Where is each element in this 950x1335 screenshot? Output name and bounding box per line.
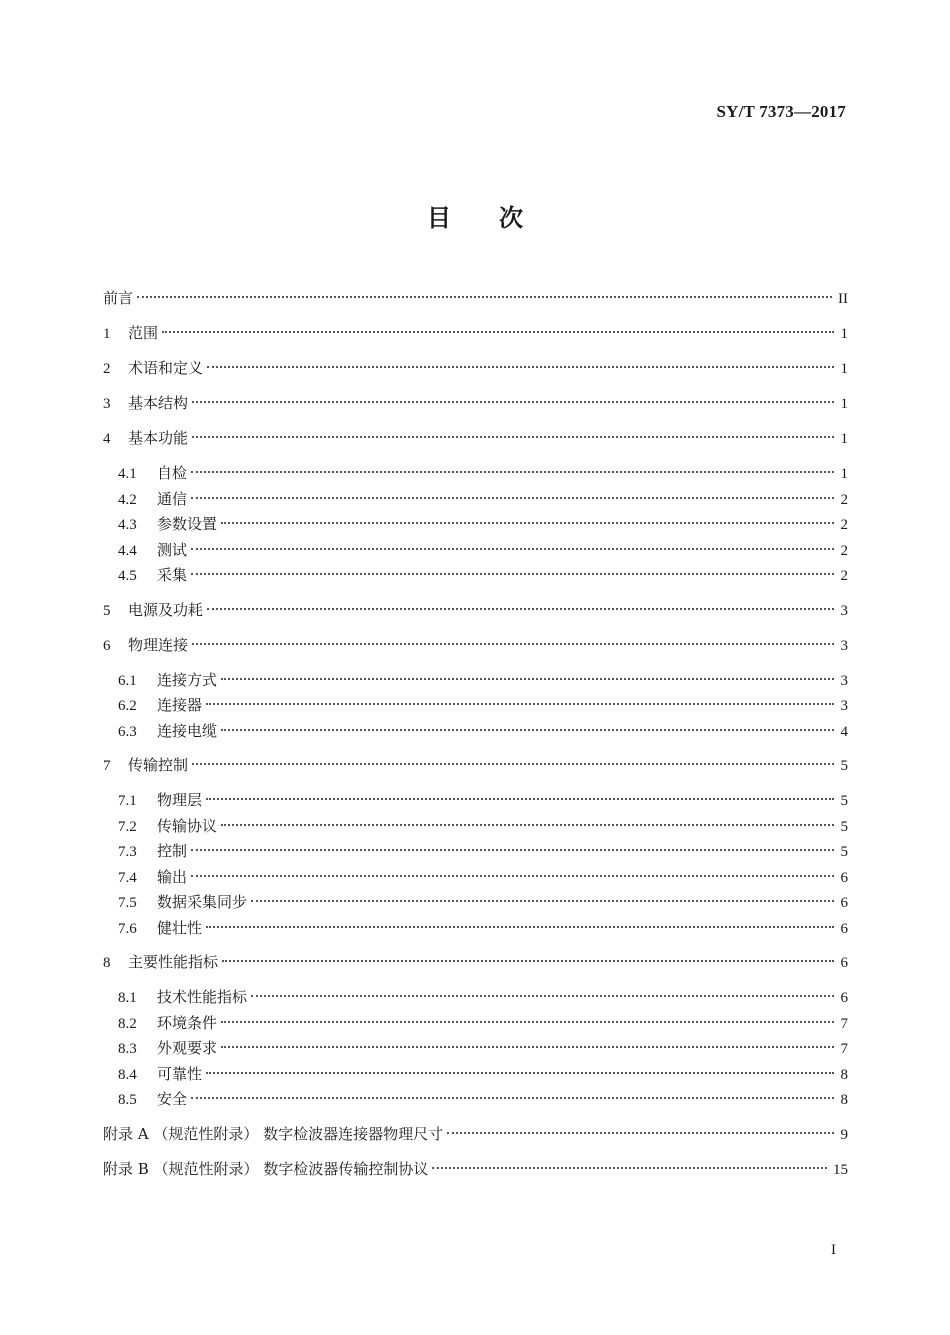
toc-entry-number: 4.4 — [118, 542, 137, 559]
toc-entry[interactable] — [103, 321, 848, 356]
toc-entry[interactable] — [103, 1087, 848, 1113]
toc-leader-dots — [191, 1097, 834, 1099]
toc-entry[interactable] — [103, 753, 848, 788]
toc-entry-number: 6.2 — [118, 698, 137, 714]
toc-entry[interactable] — [103, 633, 848, 668]
page-title: 目次 — [427, 204, 571, 232]
toc-entry-label: 前言 — [103, 289, 134, 307]
toc-entry[interactable] — [103, 693, 848, 719]
toc-entry-page: 2 — [840, 542, 848, 559]
toc-entry-page: 1 — [840, 396, 848, 412]
toc-entry-number: 8 — [103, 955, 111, 971]
toc-leader-dots — [222, 960, 834, 962]
toc-entry-page: 5 — [840, 758, 848, 774]
toc-leader-dots — [206, 798, 834, 800]
toc-entry-number: 7.1 — [118, 793, 137, 809]
toc-entry-page: 5 — [840, 818, 848, 835]
toc-entry[interactable] — [103, 487, 848, 513]
toc-leader-dots — [191, 471, 834, 473]
toc-entry[interactable] — [103, 1062, 848, 1088]
toc-entry-page: 6 — [840, 895, 848, 911]
toc-entry-page: 2 — [840, 568, 848, 584]
toc-entry[interactable] — [103, 356, 848, 391]
toc-entry-page: 7 — [840, 1041, 848, 1057]
toc-leader-dots — [206, 926, 834, 928]
toc-leader-dots — [207, 366, 834, 368]
toc-entry[interactable] — [103, 719, 848, 745]
toc-entry-label: 参数设置 — [157, 515, 218, 533]
toc-entry-number: 4.3 — [118, 517, 137, 533]
toc-entry-page: 3 — [840, 672, 848, 689]
toc-entry-page: II — [838, 291, 848, 307]
toc-entry-page: 2 — [840, 517, 848, 533]
toc-entry[interactable] — [103, 512, 848, 538]
toc-entry-page: 6 — [840, 990, 848, 1006]
toc-entry-page: 1 — [840, 466, 848, 482]
toc-entry-page: 1 — [840, 361, 848, 377]
toc-entry-label: 基本结构 — [128, 394, 189, 412]
toc-entry-label: 自检 — [157, 464, 188, 482]
toc-entry-number: 6.3 — [118, 723, 137, 740]
toc-entry-page: 3 — [840, 698, 848, 714]
toc-entry-number: 2 — [103, 361, 111, 377]
toc-leader-dots — [191, 573, 834, 575]
toc-entry-label: 电源及功耗 — [128, 600, 204, 619]
toc-entry-label: 连接方式 — [157, 670, 218, 689]
toc-leader-dots — [192, 643, 834, 645]
toc-entry[interactable] — [103, 985, 848, 1011]
standard-code: SY/T 7373—2017 — [716, 102, 846, 121]
toc-entry-page: 3 — [840, 602, 848, 619]
toc-leader-dots — [191, 497, 834, 499]
toc-entry-page: 6 — [840, 955, 848, 971]
toc-entry-number: 6 — [103, 637, 111, 654]
toc-entry-number: 8.2 — [118, 1015, 137, 1032]
toc-entry-label: 附录 A （规范性附录） 数字检波器连接器物理尺寸 — [103, 1124, 444, 1143]
toc-entry-page: 1 — [840, 326, 848, 342]
toc-entry[interactable] — [103, 426, 848, 461]
toc-leader-dots — [447, 1132, 834, 1134]
toc-leader-dots — [221, 522, 834, 524]
toc-entry[interactable] — [103, 563, 848, 589]
toc-leader-dots — [137, 296, 832, 298]
toc-entry-label: 采集 — [157, 566, 188, 584]
toc-leader-dots — [191, 548, 834, 550]
toc-entry-label: 测试 — [157, 540, 188, 559]
toc-leader-dots — [221, 1046, 834, 1048]
toc-entry-number: 7 — [103, 758, 111, 774]
toc-entry-page: 8 — [840, 1066, 848, 1083]
toc-entry[interactable] — [103, 1157, 848, 1192]
toc-entry-number: 8.1 — [118, 990, 137, 1006]
toc-entry[interactable] — [103, 890, 848, 916]
toc-entry[interactable] — [103, 865, 848, 891]
toc-leader-dots — [192, 763, 834, 765]
toc-entry-page: 15 — [833, 1161, 848, 1178]
toc-entry[interactable] — [103, 1122, 848, 1157]
toc-entry-number: 7.4 — [118, 869, 137, 886]
toc-entry-label: 可靠性 — [157, 1064, 203, 1083]
toc-entry-number: 8.5 — [118, 1092, 137, 1108]
toc-entry-label: 控制 — [157, 842, 188, 860]
toc-entry[interactable] — [103, 1036, 848, 1062]
toc-entry-label: 连接电缆 — [157, 721, 218, 740]
toc-leader-dots — [191, 849, 834, 851]
toc-entry-label: 传输控制 — [128, 756, 189, 774]
toc-entry-number: 6.1 — [118, 672, 137, 689]
toc-leader-dots — [221, 729, 834, 731]
toc-entry-label: 物理层 — [157, 791, 203, 809]
toc-entry-number: 4.2 — [118, 491, 137, 508]
toc-entry-label: 附录 B （规范性附录） 数字检波器传输控制协议 — [103, 1159, 429, 1178]
toc-entry[interactable] — [103, 286, 848, 321]
toc-entry-page: 6 — [840, 869, 848, 886]
toc-entry-label: 数据采集同步 — [157, 893, 248, 911]
toc-entry-number: 7.6 — [118, 920, 137, 937]
toc-entry-page: 3 — [840, 637, 848, 654]
toc-leader-dots — [251, 995, 834, 997]
toc-entry-page: 6 — [840, 920, 848, 937]
toc-leader-dots — [221, 824, 834, 826]
toc-entry[interactable] — [103, 839, 848, 865]
toc-entry-page: 1 — [840, 431, 848, 447]
toc-leader-dots — [191, 875, 834, 877]
toc-entry[interactable] — [103, 916, 848, 942]
toc-entry-page: 7 — [840, 1015, 848, 1032]
toc-entry-number: 4.5 — [118, 568, 137, 584]
toc-entry-page: 5 — [840, 793, 848, 809]
toc-entry[interactable] — [103, 538, 848, 564]
toc-leader-dots — [221, 1021, 834, 1023]
toc-leader-dots — [207, 608, 834, 610]
toc-entry-label: 基本功能 — [128, 429, 189, 447]
toc-entry-number: 4 — [103, 431, 111, 447]
toc-entry-page: 9 — [840, 1126, 848, 1143]
toc-entry-number: 7.5 — [118, 895, 137, 911]
toc-leader-dots — [162, 331, 834, 333]
toc-entry-number: 3 — [103, 396, 111, 412]
toc-leader-dots — [251, 900, 834, 902]
table-of-contents — [103, 286, 848, 1192]
toc-entry-label: 健壮性 — [157, 918, 203, 937]
toc-leader-dots — [221, 678, 834, 680]
toc-entry[interactable] — [103, 598, 848, 633]
toc-entry-number: 1 — [103, 326, 111, 342]
toc-leader-dots — [206, 1072, 834, 1074]
toc-entry-label: 环境条件 — [157, 1013, 218, 1032]
toc-entry-label: 外观要求 — [157, 1039, 218, 1057]
toc-entry-label: 安全 — [157, 1090, 188, 1108]
toc-entry-label: 术语和定义 — [128, 359, 204, 377]
toc-entry-label: 传输协议 — [157, 816, 218, 835]
toc-entry-number: 5 — [103, 602, 111, 619]
toc-entry-label: 输出 — [157, 867, 188, 886]
toc-entry[interactable] — [103, 788, 848, 814]
toc-entry-label: 范围 — [128, 324, 159, 342]
toc-leader-dots — [192, 436, 834, 438]
toc-entry-label: 物理连接 — [128, 635, 189, 654]
toc-entry[interactable] — [103, 814, 848, 840]
toc-leader-dots — [206, 703, 834, 705]
toc-entry[interactable] — [103, 461, 848, 487]
toc-entry[interactable] — [103, 668, 848, 694]
toc-entry-label: 技术性能指标 — [157, 988, 248, 1006]
toc-entry-page: 2 — [840, 491, 848, 508]
toc-entry-label: 连接器 — [157, 696, 203, 714]
toc-entry-page: 5 — [840, 844, 848, 860]
toc-entry-page: 8 — [840, 1092, 848, 1108]
toc-entry-page: 4 — [840, 723, 848, 740]
page-number: I — [831, 1242, 836, 1258]
toc-entry-label: 主要性能指标 — [128, 953, 219, 971]
toc-entry[interactable] — [103, 950, 848, 985]
toc-entry-number: 4.1 — [118, 466, 137, 482]
toc-entry-number: 7.3 — [118, 844, 137, 860]
toc-entry-label: 通信 — [157, 489, 188, 508]
toc-entry[interactable] — [103, 1011, 848, 1037]
toc-leader-dots — [192, 401, 834, 403]
toc-entry[interactable] — [103, 391, 848, 426]
toc-entry-number: 8.4 — [118, 1066, 137, 1083]
toc-entry-number: 7.2 — [118, 818, 137, 835]
toc-leader-dots — [432, 1167, 827, 1169]
toc-entry-number: 8.3 — [118, 1041, 137, 1057]
